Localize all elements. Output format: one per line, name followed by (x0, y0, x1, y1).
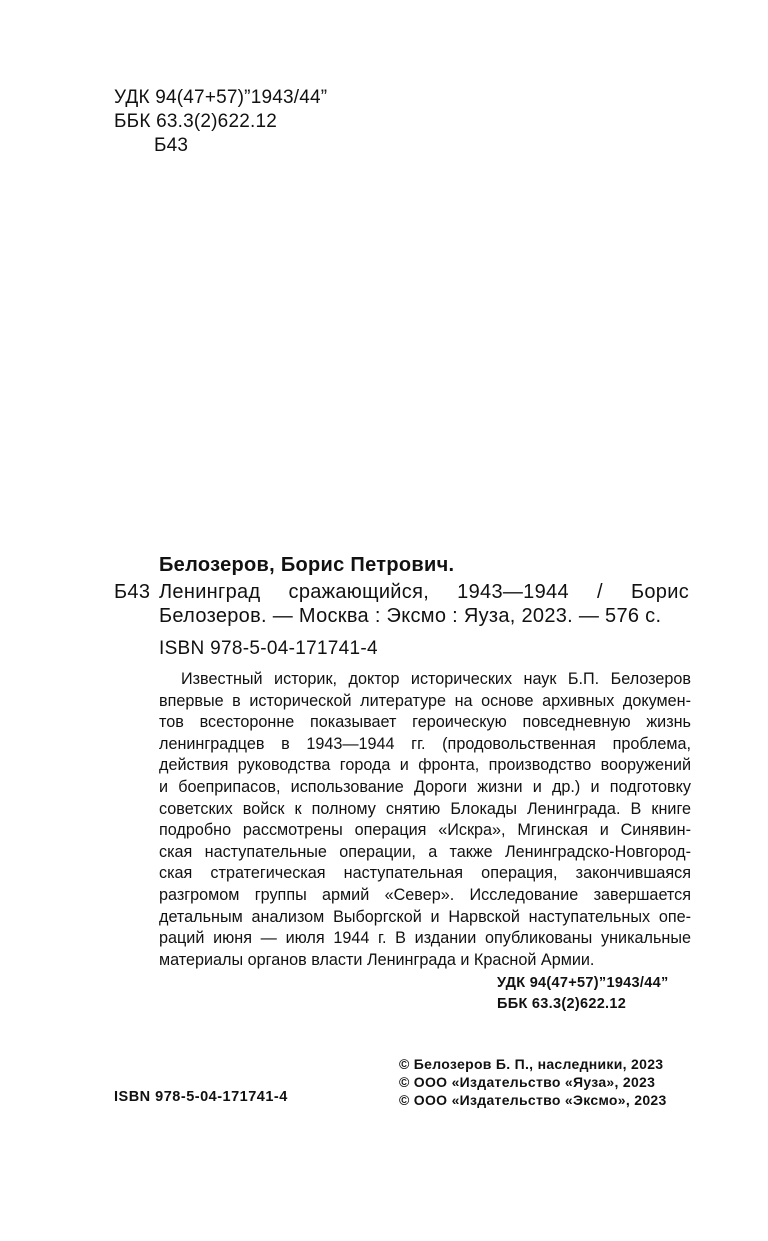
bbk-code-secondary: ББК 63.3(2)622.12 (497, 996, 627, 1012)
annotation-line: действия руководства города и фронта, производство вооружений (159, 756, 691, 775)
copyright-line: © Белозеров Б. П., наследники, 2023 (399, 1056, 664, 1072)
annotation-line: раций июня — июля 1944 г. В издании опубликованы уникальные (159, 929, 691, 948)
copyright-line: © ООО «Издательство «Эксмо», 2023 (399, 1092, 667, 1108)
udk-code: УДК 94(47+57)”1943/44” (114, 87, 328, 108)
udk-code-secondary: УДК 94(47+57)”1943/44” (497, 975, 669, 991)
record-author: Белозеров, Борис Петрович. (159, 554, 455, 576)
annotation-line: ленинградцев в 1943—1944 гг. (продовольственная проблема, (159, 734, 691, 753)
bbk-code: ББК 63.3(2)622.12 (114, 111, 277, 132)
record-title-line: Белозеров. — Москва : Эксмо : Яуза, 2023. — 576 с. (159, 605, 662, 627)
author-mark: Б43 (154, 135, 189, 156)
annotation-line: Известный историк, доктор исторических наук Б.П. Белозеров (181, 670, 691, 688)
annotation-line: ская стратегическая наступательная операция, закончившаяся (159, 864, 691, 883)
annotation-line: материалы органов власти Ленинграда и Красной Армии. (159, 950, 595, 969)
annotation-line: подробно рассмотрены операция «Искра», Мгинская и Синявин- (159, 821, 691, 840)
annotation-line: разгромом группы армий «Север». Исследование завершается (159, 885, 691, 904)
annotation-line: ская наступательные операции, а также Ленинградско-Новгород- (159, 842, 691, 861)
record-title-line: Ленинград сражающийся, 1943—1944 / Борис (159, 581, 689, 603)
annotation-line: впервые в исторической литературе на основе архивных докумен- (159, 691, 691, 710)
annotation-paragraph (159, 669, 691, 971)
record-isbn: ISBN 978-5-04-171741-4 (159, 638, 378, 659)
record-title (159, 580, 689, 628)
copyright-line: © ООО «Издательство «Яуза», 2023 (399, 1074, 656, 1090)
record-code: Б43 (114, 581, 151, 603)
isbn-footer: ISBN 978-5-04-171741-4 (114, 1089, 288, 1105)
annotation-line: и боеприпасов, использование Дороги жизни и др.) и подготовку (159, 777, 691, 796)
annotation-line: советских войск к полному снятию Блокады Ленинграда. В книге (159, 799, 691, 818)
annotation-line: тов всесторонне показывает героическую повседневную жизнь (159, 713, 691, 732)
annotation-line: детальным анализом Выборгской и Нарвской наступательных опе- (159, 907, 691, 926)
